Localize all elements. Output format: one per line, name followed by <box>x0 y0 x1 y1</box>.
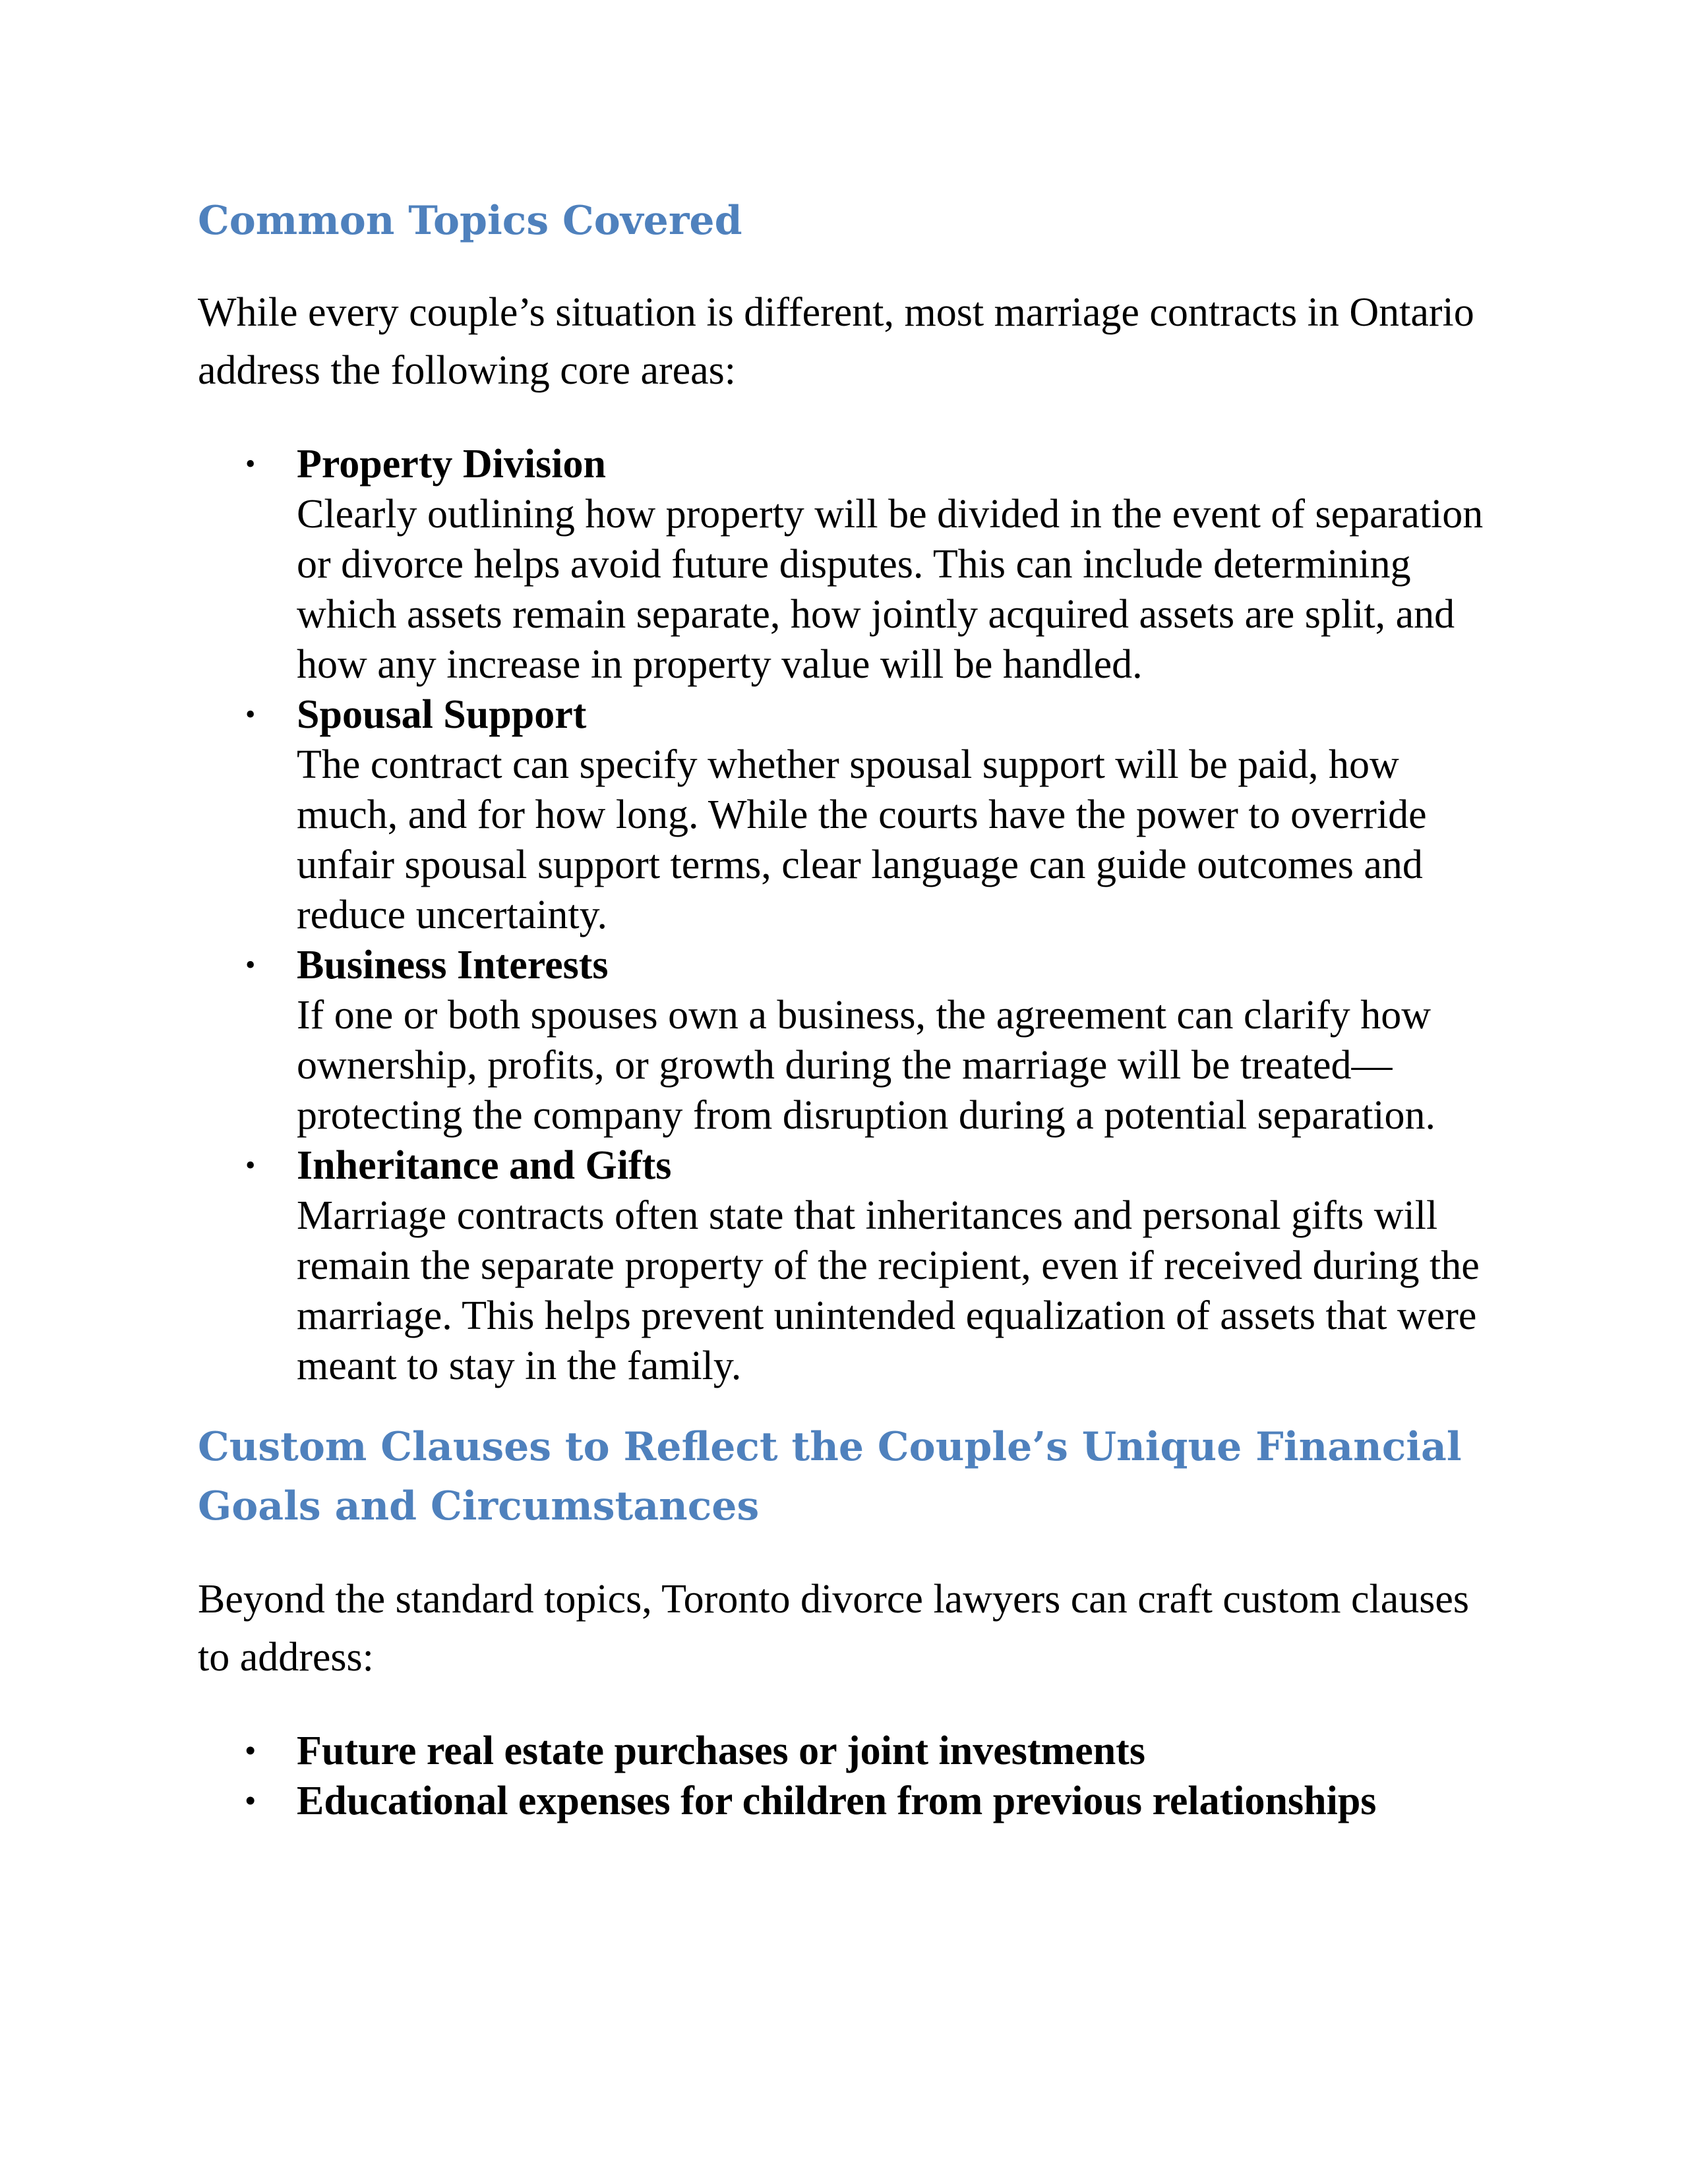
list-item-business-interests <box>198 940 1503 1140</box>
item-text: The contract can specify whether spousal support will be paid, how much, and for how long. While the courts have the power to override unfair spousal support terms, clear language can guide outcomes and reduce uncertainty. <box>297 742 1427 937</box>
clauses-list <box>198 1726 1503 1826</box>
item-title: Future real estate purchases or joint investments <box>297 1728 1145 1773</box>
section-heading-custom-clauses: Custom Clauses to Reflect the Couple’s Unique Financial Goals and Circumstances <box>198 1424 1462 1529</box>
bullet-icon: • <box>245 949 256 981</box>
list-item-inheritance-gifts <box>198 1140 1503 1391</box>
document-page <box>198 191 1503 1826</box>
bullet-icon: • <box>245 1734 256 1767</box>
section-heading-common-topics: Common Topics Covered <box>198 198 742 244</box>
item-text: Clearly outlining how property will be divided in the event of separation or divorce helps avoid future disputes. This can include determining which assets remain separate, how jointly acquired assets are split, and how any increase in property value will be handled. <box>297 492 1484 687</box>
list-item-real-estate <box>198 1726 1503 1776</box>
item-text: Marriage contracts often state that inheritances and personal gifts will remain the separate property of the recipient, even if received during the marriage. This helps prevent unintended equalization of assets that were meant to stay in the family. <box>297 1193 1480 1388</box>
list-item-spousal-support <box>198 690 1503 940</box>
list-item-educational-expenses <box>198 1776 1503 1826</box>
item-title: Property Division <box>297 442 606 487</box>
item-text: If one or both spouses own a business, the agreement can clarify how ownership, profits, or growth during the marriage will be treated—protecting the company from disruption during a potential separation. <box>297 993 1435 1138</box>
bullet-icon: • <box>245 1149 256 1181</box>
list-item-property-division <box>198 439 1503 690</box>
item-title: Educational expenses for children from previous relationships <box>297 1779 1377 1823</box>
item-title: Business Interests <box>297 943 609 988</box>
bullet-icon: • <box>245 448 256 480</box>
section-intro-paragraph: Beyond the standard topics, Toronto divorce lawyers can craft custom clauses to address: <box>198 1577 1469 1680</box>
topics-list <box>198 439 1503 1391</box>
section-intro-paragraph: While every couple’s situation is different, most marriage contracts in Ontario address the following core areas: <box>198 290 1474 393</box>
bullet-icon: • <box>245 1785 256 1817</box>
item-title: Inheritance and Gifts <box>297 1143 672 1188</box>
bullet-icon: • <box>245 698 256 730</box>
item-title: Spousal Support <box>297 692 587 737</box>
